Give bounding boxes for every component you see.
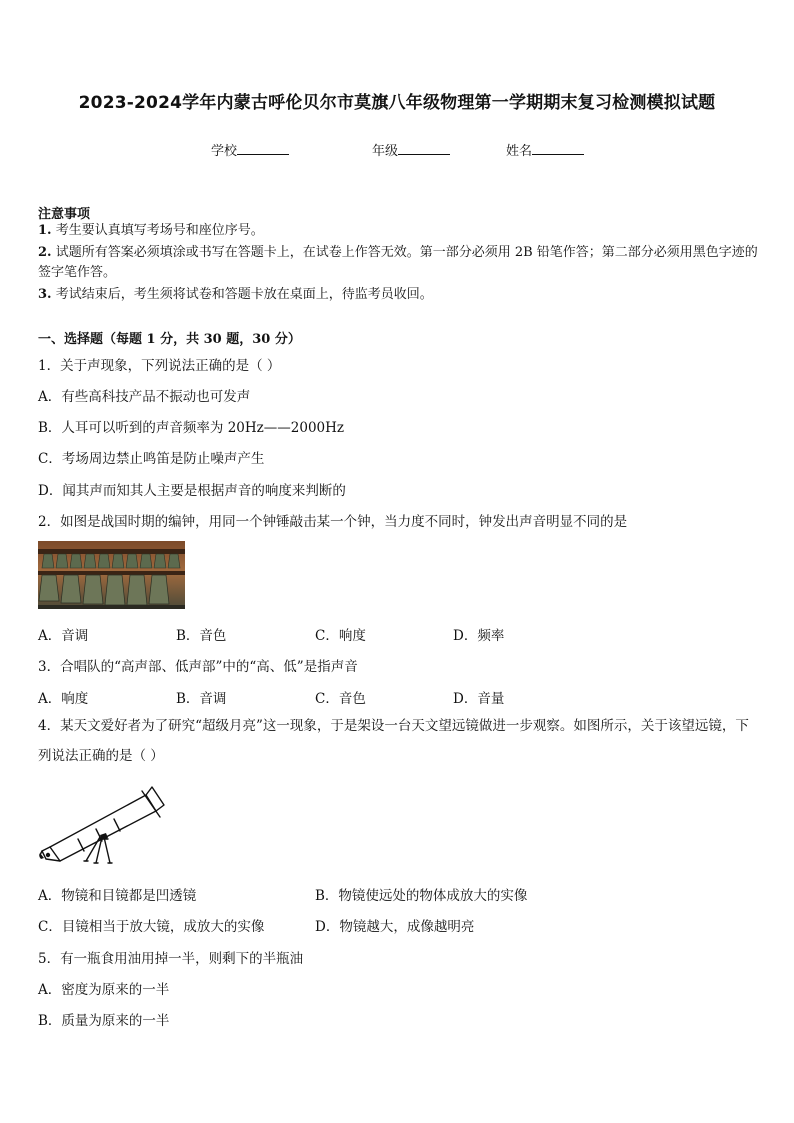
question-stem: 3．合唱队的“高声部、低声部”中的“高、低”是指声音 [38,659,358,675]
answer-option[interactable]: B．质量为原来的一半 [38,1013,170,1029]
answer-option[interactable]: B．音色 [176,628,227,644]
answer-option[interactable]: D．频率 [453,628,505,644]
school-field [211,140,289,159]
grade-field [372,140,450,159]
answer-option[interactable]: A．密度为原来的一半 [38,982,170,998]
notice-item-text: 考试结束后，考生须将试卷和答题卡放在桌面上，待监考员收回。 [55,287,433,302]
school-blank[interactable] [237,142,289,155]
notice-heading: 注意事项 [38,207,91,222]
answer-option[interactable]: B．人耳可以听到的声音频率为 20Hz——2000Hz [38,420,345,436]
notice-item-num: 3. [38,287,52,302]
section-heading: 一、选择题（每题 1 分，共 30 题，30 分） [38,332,301,347]
notice-item [38,285,760,305]
answer-option[interactable]: A．物镜和目镜都是凹透镜 [38,888,197,904]
notice-item-num: 2. [38,245,52,260]
answer-option[interactable]: C．考场周边禁止鸣笛是防止噪声产生 [38,451,265,467]
exam-title: 2023-2024学年内蒙古呼伦贝尔市莫旗八年级物理第一学期期末复习检测模拟试题 [78,93,716,113]
notice-item-num: 1. [38,223,52,238]
answer-option[interactable]: D．闻其声而知其人主要是根据声音的响度来判断的 [38,483,346,499]
name-field [506,140,584,159]
answer-option[interactable]: B．物镜使远处的物体成放大的实像 [315,888,528,904]
grade-label: 年级 [372,144,399,159]
answer-option[interactable]: D．物镜越大，成像越明亮 [315,919,475,935]
notice-item-text: 考生要认真填写考场号和座位序号。 [55,223,264,238]
chime-bells-photo [38,541,185,609]
answer-option[interactable]: A．有些高科技产品不振动也可发声 [38,389,251,405]
answer-option[interactable]: D．音量 [453,691,505,707]
answer-option[interactable]: B．音调 [176,691,227,707]
notice-item [38,221,760,241]
name-blank[interactable] [532,142,584,155]
answer-option[interactable]: C．响度 [315,628,366,644]
question-stem: 1．关于声现象，下列说法正确的是（ ） [38,358,281,374]
answer-option[interactable]: C．目镜相当于放大镜，成放大的实像 [38,919,265,935]
school-label: 学校 [211,144,238,159]
telescope-drawing [38,777,168,865]
notice-item-text: 试题所有答案必须填涂或书写在答题卡上，在试卷上作答无效。第一部分必须用 2B 铅笔作答；第二部分必须用黑色字迹的签字笔作答。 [38,245,758,280]
notice-item [38,243,760,283]
grade-blank[interactable] [398,142,450,155]
question-stem: 5．有一瓶食用油用掉一半，则剩下的半瓶油 [38,951,304,967]
answer-option[interactable]: A．音调 [38,628,89,644]
question-stem: 2．如图是战国时期的编钟，用同一个钟锤敲击某一个钟，当力度不同时，钟发出声音明显不同的是 [38,514,628,530]
answer-option[interactable]: C．音色 [315,691,366,707]
name-label: 姓名 [506,144,533,159]
question-stem: 4．某天文爱好者为了研究“超级月亮”这一现象，于是架设一台天文望远镜做进一步观察。如图所示，关于该望远镜，下列说法正确的是（ ） [38,718,749,764]
answer-option[interactable]: A．响度 [38,691,89,707]
